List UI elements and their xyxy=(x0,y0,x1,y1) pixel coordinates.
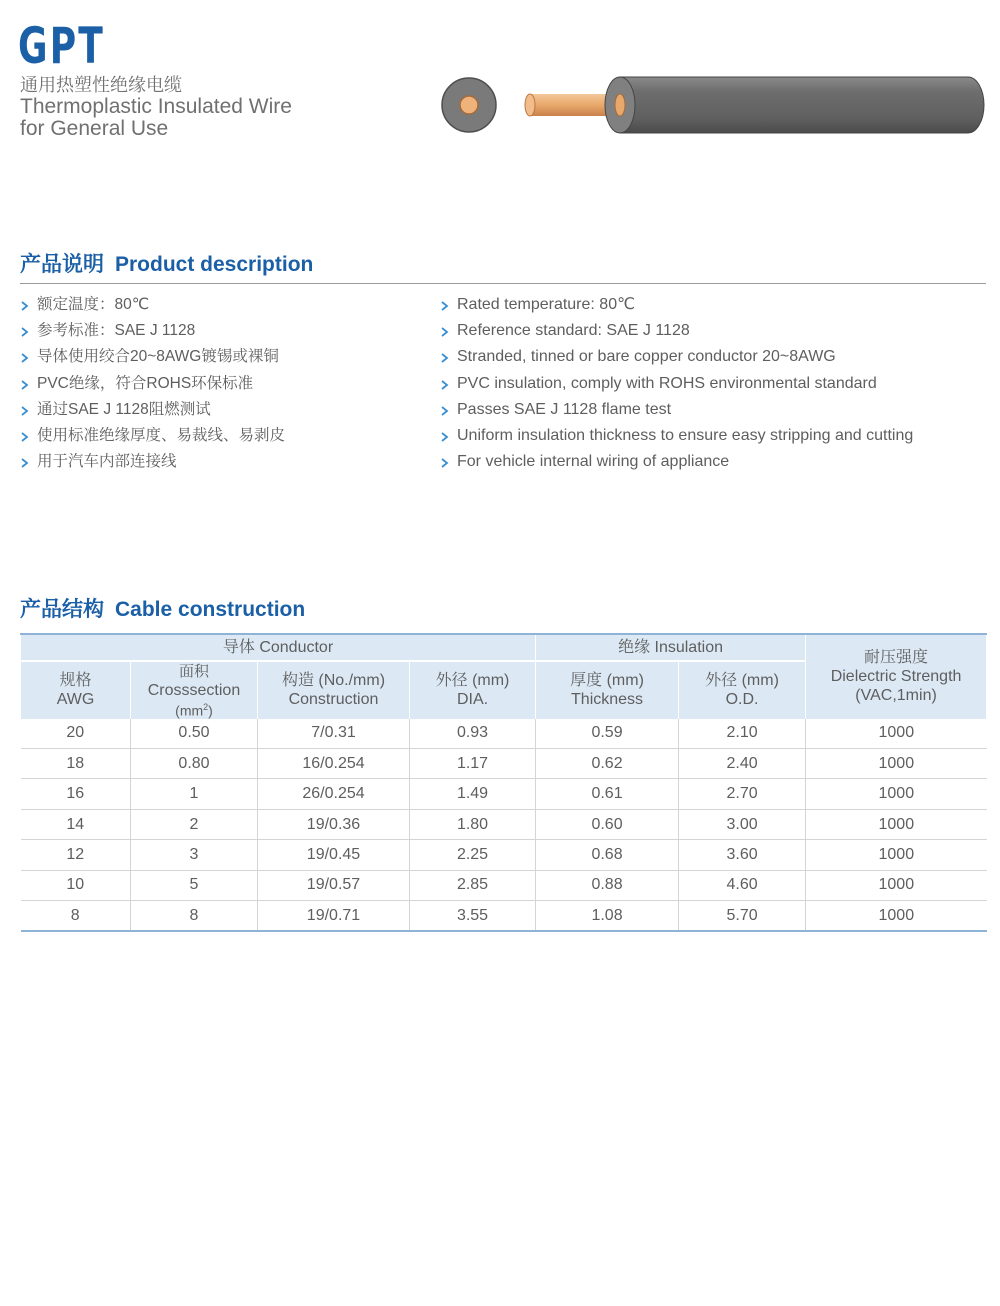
cell-thickness: 0.68 xyxy=(536,840,679,870)
list-item-text: 用于汽车内部连接线 xyxy=(37,453,177,471)
subtitle-en-line1: Thermoplastic Insulated Wire xyxy=(20,95,292,118)
cell-od: 2.40 xyxy=(679,749,806,779)
wire-cross-section xyxy=(442,78,496,132)
cell-dia: 3.55 xyxy=(410,901,536,932)
unit-superscript: 2 xyxy=(203,702,209,712)
subtitle-cn: 通用热塑性绝缘电缆 xyxy=(20,75,182,95)
cell-awg: 18 xyxy=(21,749,131,779)
unit-text: (mm xyxy=(175,702,204,719)
header-en: DIA. xyxy=(456,691,489,709)
model-name: GPT xyxy=(18,17,105,75)
cell-crosssection: 8 xyxy=(131,901,258,932)
cell-dia: 2.85 xyxy=(410,870,536,900)
cell-construction: 19/0.45 xyxy=(258,840,410,870)
cell-dielectric: 1000 xyxy=(806,840,987,870)
cell-dia: 1.49 xyxy=(410,779,536,809)
chevron-right-icon xyxy=(440,380,450,390)
cell-crosssection: 3 xyxy=(131,840,258,870)
list-item-text: PVC insulation, comply with ROHS environmental standard xyxy=(457,374,877,392)
table-row xyxy=(21,809,987,839)
header-cn: 规格 xyxy=(59,672,92,690)
cell-construction: 19/0.36 xyxy=(258,809,410,839)
table-header-row xyxy=(21,634,987,661)
cell-dia: 1.80 xyxy=(410,809,536,839)
chevron-right-icon xyxy=(20,380,30,390)
cell-od: 3.00 xyxy=(679,809,806,839)
cell-thickness: 0.60 xyxy=(536,809,679,839)
list-item xyxy=(20,371,285,397)
header-cn: 耐压强度 xyxy=(864,649,929,667)
cell-construction: 19/0.71 xyxy=(258,901,410,932)
cell-construction: 19/0.57 xyxy=(258,870,410,900)
list-item xyxy=(20,449,285,475)
header-en: Construction xyxy=(288,691,379,709)
header-construction xyxy=(258,661,410,719)
cell-construction: 7/0.31 xyxy=(258,719,410,749)
section-title-en: Cable construction xyxy=(115,598,306,621)
header-crosssection xyxy=(131,661,258,719)
section-title-cn: 产品说明 xyxy=(20,253,104,276)
cell-dielectric: 1000 xyxy=(806,901,987,932)
chevron-right-icon xyxy=(440,353,450,363)
cell-awg: 14 xyxy=(21,809,131,839)
cable-construction-title xyxy=(20,597,986,623)
description-list-cn xyxy=(20,292,285,475)
cell-dielectric: 1000 xyxy=(806,809,987,839)
list-item xyxy=(440,423,913,449)
cell-dielectric: 1000 xyxy=(806,719,987,749)
wire-icon xyxy=(438,72,988,138)
page-header xyxy=(0,0,1000,200)
list-item xyxy=(440,292,913,318)
cell-od: 4.60 xyxy=(679,870,806,900)
table-row xyxy=(21,870,987,900)
cell-dielectric: 1000 xyxy=(806,779,987,809)
chevron-right-icon xyxy=(440,432,450,442)
table-row xyxy=(21,901,987,932)
header-dielectric-strength xyxy=(806,634,987,719)
product-subtitle xyxy=(20,74,292,140)
table-row xyxy=(21,779,987,809)
chevron-right-icon xyxy=(440,458,450,468)
header-od xyxy=(679,661,806,719)
cell-od: 2.70 xyxy=(679,779,806,809)
list-item-text: 额定温度：80℃ xyxy=(37,296,150,313)
list-item xyxy=(440,371,913,397)
list-item-text: Stranded, tinned or bare copper conductor 20~8AWG xyxy=(457,348,836,366)
wire-side-view xyxy=(525,77,984,133)
header-cn: 厚度 (mm) xyxy=(570,672,644,690)
cell-construction: 16/0.254 xyxy=(258,749,410,779)
chevron-right-icon xyxy=(20,432,30,442)
cell-dia: 2.25 xyxy=(410,840,536,870)
cell-od: 3.60 xyxy=(679,840,806,870)
header-conductor-group: 导体 Conductor xyxy=(21,634,536,661)
list-item xyxy=(440,318,913,344)
header-insulation-group: 绝缘 Insulation xyxy=(536,634,806,661)
table-row xyxy=(21,749,987,779)
list-item xyxy=(20,344,285,370)
list-item-text: Rated temperature: 80℃ xyxy=(457,296,636,313)
list-item xyxy=(20,423,285,449)
unit-text-end: ) xyxy=(208,702,213,719)
chevron-right-icon xyxy=(20,458,30,468)
header-awg xyxy=(21,661,131,719)
header-cn: 外径 (mm) xyxy=(435,672,510,690)
product-description-title xyxy=(20,252,986,278)
cell-thickness: 0.59 xyxy=(536,719,679,749)
cell-thickness: 0.62 xyxy=(536,749,679,779)
chevron-right-icon xyxy=(20,406,30,416)
cell-crosssection: 5 xyxy=(131,870,258,900)
chevron-right-icon xyxy=(440,327,450,337)
cell-dia: 1.17 xyxy=(410,749,536,779)
chevron-right-icon xyxy=(20,301,30,311)
list-item xyxy=(440,397,913,423)
header-en: AWG xyxy=(56,691,95,709)
list-item-text: Passes SAE J 1128 flame test xyxy=(457,400,672,418)
list-item xyxy=(20,397,285,423)
header-cn: 外径 (mm) xyxy=(705,672,779,690)
cell-crosssection: 1 xyxy=(131,779,258,809)
cell-crosssection: 2 xyxy=(131,809,258,839)
cell-crosssection: 0.50 xyxy=(131,719,258,749)
list-item xyxy=(20,292,285,318)
table-row xyxy=(21,719,987,749)
list-item-text: Uniform insulation thickness to ensure easy stripping and cutting xyxy=(457,426,914,444)
section-title-en: Product description xyxy=(115,253,314,276)
cell-dia: 0.93 xyxy=(410,719,536,749)
list-item-text: PVC绝缘，符合ROHS环保标准 xyxy=(37,374,254,392)
list-item-text: 使用标准绝缘厚度、易裁线、易剥皮 xyxy=(37,426,286,444)
list-item-text: 参考标准：SAE J 1128 xyxy=(37,322,196,340)
header-cn: 构造 (No./mm) xyxy=(281,672,386,690)
cell-awg: 10 xyxy=(21,870,131,900)
section-title-cn: 产品结构 xyxy=(20,598,104,621)
header-unit xyxy=(131,700,257,719)
table-row xyxy=(21,840,987,870)
list-item-text: For vehicle internal wiring of appliance xyxy=(457,453,730,471)
header-en: O.D. xyxy=(725,691,759,709)
description-list-en xyxy=(440,292,913,475)
cell-thickness: 0.88 xyxy=(536,870,679,900)
header-en: Dielectric Strength xyxy=(830,668,962,686)
header-thickness xyxy=(536,661,679,719)
cable-construction-table xyxy=(20,633,987,932)
header-unit: (VAC,1min) xyxy=(855,687,937,705)
cell-construction: 26/0.254 xyxy=(258,779,410,809)
header-cn: 面积 xyxy=(178,663,209,680)
chevron-right-icon xyxy=(440,301,450,311)
cell-dielectric: 1000 xyxy=(806,870,987,900)
list-item-text: 导体使用绞合20~8AWG镀锡或裸铜 xyxy=(37,348,279,366)
list-item xyxy=(20,318,285,344)
chevron-right-icon xyxy=(20,327,30,337)
list-item xyxy=(440,449,913,475)
cell-crosssection: 0.80 xyxy=(131,749,258,779)
subtitle-en-line2: for General Use xyxy=(20,117,169,140)
list-item xyxy=(440,344,913,370)
chevron-right-icon xyxy=(20,353,30,363)
cell-thickness: 0.61 xyxy=(536,779,679,809)
cell-od: 5.70 xyxy=(679,901,806,932)
section-divider xyxy=(20,283,986,284)
list-item-text: Reference standard: SAE J 1128 xyxy=(457,322,690,340)
list-item-text: 通过SAE J 1128阻燃测试 xyxy=(37,400,211,418)
cell-awg: 20 xyxy=(21,719,131,749)
cell-awg: 16 xyxy=(21,779,131,809)
cell-od: 2.10 xyxy=(679,719,806,749)
cell-awg: 8 xyxy=(21,901,131,932)
header-en: Thickness xyxy=(571,691,644,709)
cell-thickness: 1.08 xyxy=(536,901,679,932)
chevron-right-icon xyxy=(440,406,450,416)
header-dia xyxy=(410,661,536,719)
cell-awg: 12 xyxy=(21,840,131,870)
cell-dielectric: 1000 xyxy=(806,749,987,779)
header-en: Crosssection xyxy=(147,682,241,699)
